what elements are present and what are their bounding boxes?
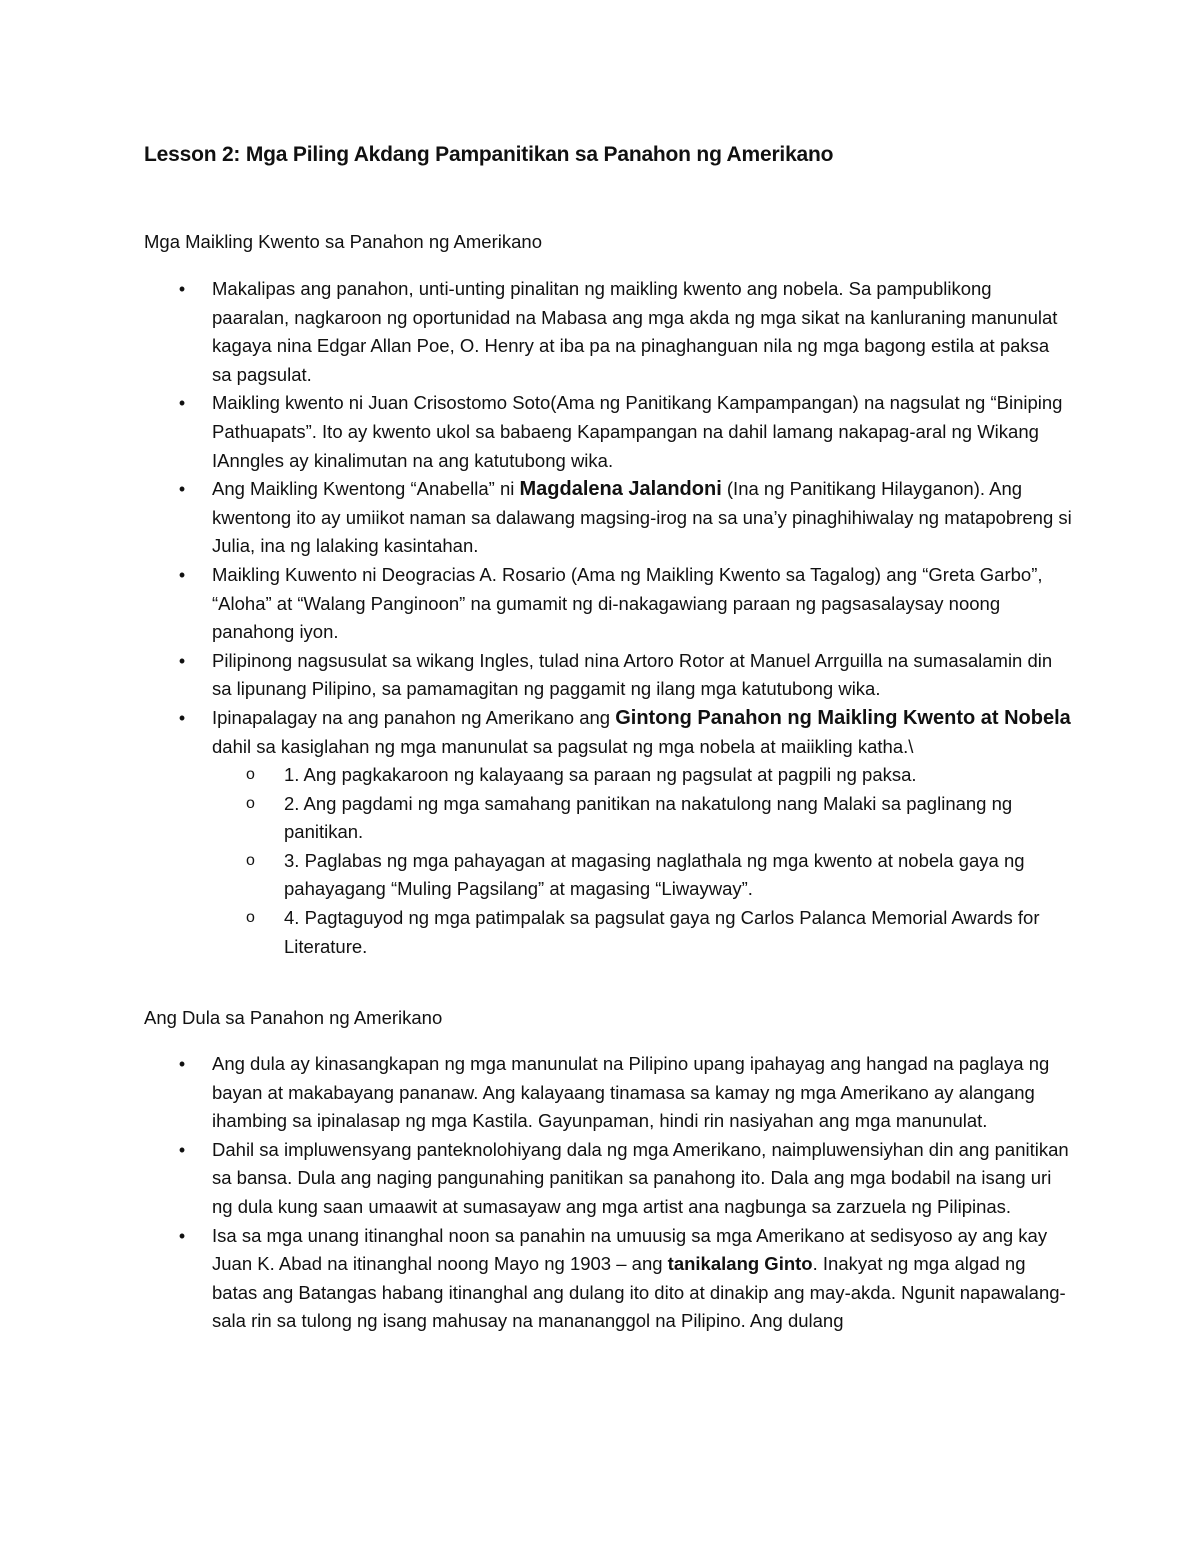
circle-bullet-icon: o bbox=[246, 794, 255, 812]
circle-bullet-icon: o bbox=[246, 909, 255, 927]
bullet-icon: • bbox=[178, 707, 186, 728]
list-item bbox=[178, 647, 1072, 704]
bullet-list-dula bbox=[178, 1050, 1072, 1336]
sub-list-item bbox=[246, 790, 1072, 847]
list-item-text: Maikling Kuwento ni Deogracias A. Rosario (Ama ng Maikling Kwento sa Tagalog) ang “Greta Garbo”, “Aloha” at “Walang Panginoon” na gumamit ng di-nakagawiang paraan ng pagsasalaysay noong panahong iyon. bbox=[212, 563, 1043, 643]
bullet-icon: • bbox=[178, 564, 186, 585]
list-item-text: . Inakyat ng mga algad ng batas ang Batangas habang itinanghal ang dulang ito dito at dinakip ang may-akda. Ngunit napawalang-sala rin sa tulong ng isang mahusay na manananggol na Pilipino. Ang dulang bbox=[212, 1253, 1066, 1332]
page-title: Lesson 2: Mga Piling Akdang Pampanitikan sa Panahon ng Amerikano bbox=[144, 143, 834, 166]
bullet-icon: • bbox=[178, 1139, 186, 1160]
sub-list-item-text: 2. Ang pagdami ng mga samahang panitikan na nakatulong nang Malaki sa paglinang ng panitikan. bbox=[284, 792, 1013, 843]
list-item-text: Isa sa mga unang itinanghal noon sa panahin na umuusig sa mga Amerikano at sedisyoso ay ang kay Juan K. Abad na itinanghal noong Mayo ng 1903 – ang bbox=[212, 1224, 1048, 1275]
list-item bbox=[178, 389, 1072, 475]
bullet-icon: • bbox=[178, 279, 186, 299]
bullet-list-maikling-kwento bbox=[178, 275, 1072, 961]
list-item-text: Ang dula ay kinasangkapan ng mga manunulat na Pilipino upang ipahayag ang hangad na paglaya ng bayan at makabayang pananaw. Ang kalayaang tinamasa sa kamay ng mga Amerikano ay alangang ihambing sa ipinalasap ng mga Kastila. Gayunpaman, hindi rin nasiyahan ang mga manunulat. bbox=[212, 1053, 1050, 1132]
bullet-icon: • bbox=[178, 393, 186, 414]
bullet-icon: • bbox=[178, 479, 186, 500]
sub-list-item bbox=[246, 847, 1072, 904]
list-item bbox=[178, 475, 1072, 561]
list-item-text: (Ina ng Panitikang Hilayganon). Ang kwentong ito ay umiikot naman sa dalawang magsing-irog na sa una’y pinaghihiwalay ng matapobreng si Julia, ina ng lalaking kasintahan. bbox=[212, 478, 1072, 557]
list-item-text: Pilipinong nagsusulat sa wikang Ingles, tulad nina Artoro Rotor at Manuel Arrguilla na sumasalamin din sa lipunang Pilipino, sa pamamagitan ng paggamit ng ilang mga katutubong wika. bbox=[212, 649, 1053, 700]
list-item-text: Ang Maikling Kwentong “Anabella” ni bbox=[212, 478, 520, 500]
list-item-text: dahil sa kasiglahan ng mga manunulat sa pagsulat ng mga nobela at maiikling katha.\ bbox=[212, 735, 914, 757]
list-item-bold-text: tanikalang Ginto bbox=[667, 1253, 813, 1275]
list-item-text: Maikling kwento ni Juan Crisostomo Soto(Ama ng Panitikang Kampampangan) na nagsulat ng “Biniping Pathuapats”. Ito ay kwento ukol sa babaeng Kapampangan na dahil lamang nakapag-aral ng Wikang IAnngles ay kinalimutan na ang katutubong wika. bbox=[212, 392, 1063, 471]
sub-list-item bbox=[246, 761, 1072, 790]
list-item bbox=[178, 275, 1072, 389]
list-item bbox=[178, 561, 1072, 647]
sub-list-item bbox=[246, 904, 1072, 961]
list-item-text: Dahil sa impluwensyang panteknolohiyang dala ng mga Amerikano, naimpluwensiyhan din ang panitikan sa bansa. Dula ang naging pangunahing panitikan sa panahong ito. Dala ang mga bodabil na isang uri ng dula kung saan umaawit at sumasayaw ang mga artist ana nagbunga sa zarzuela ng Pilipinas. bbox=[212, 1138, 1069, 1217]
list-item bbox=[178, 704, 1072, 761]
section-heading-maikling-kwento: Mga Maikling Kwento sa Panahon ng Amerikano bbox=[144, 231, 542, 252]
bullet-icon: • bbox=[178, 1225, 186, 1246]
list-item-bold-text: Magdalena Jalandoni bbox=[519, 478, 722, 501]
sub-list-item-text: 1. Ang pagkakaroon ng kalayaang sa paraan ng pagsulat at pagpili ng paksa. bbox=[284, 764, 917, 786]
sub-list-item-text: 3. Paglabas ng mga pahayagan at magasing naglathala ng mga kwento at nobela gaya ng pahayagang “Muling Pagsilang” at magasing “Liwayway”. bbox=[284, 849, 1025, 900]
section-heading-dula: Ang Dula sa Panahon ng Amerikano bbox=[144, 1007, 443, 1028]
bullet-icon: • bbox=[178, 650, 186, 671]
list-item-bold-text: Gintong Panahon ng Maikling Kwento at Nobela bbox=[615, 706, 1071, 729]
bullet-icon: • bbox=[178, 1054, 186, 1074]
list-item bbox=[178, 1050, 1072, 1136]
list-item-text: Ipinapalagay na ang panahon ng Amerikano ang bbox=[212, 706, 616, 728]
list-item-text: Makalipas ang panahon, unti-unting pinalitan ng maikling kwento ang nobela. Sa pampublikong paaralan, nagkaroon ng oportunidad na Mabasa ang mga akda ng mga sikat na kanluraning manunulat kagaya nina Edgar Allan Poe, O. Henry at iba pa na pinaghanguan nila ng mga bagong estila at paksa sa pagsulat. bbox=[212, 278, 1058, 385]
list-item bbox=[178, 1136, 1072, 1222]
circle-bullet-icon: o bbox=[246, 766, 255, 784]
sub-list-item-text: 4. Pagtaguyod ng mga patimpalak sa pagsulat gaya ng Carlos Palanca Memorial Awards for Literature. bbox=[284, 907, 1040, 957]
list-item bbox=[178, 1222, 1072, 1336]
circle-bullet-icon: o bbox=[246, 851, 255, 869]
